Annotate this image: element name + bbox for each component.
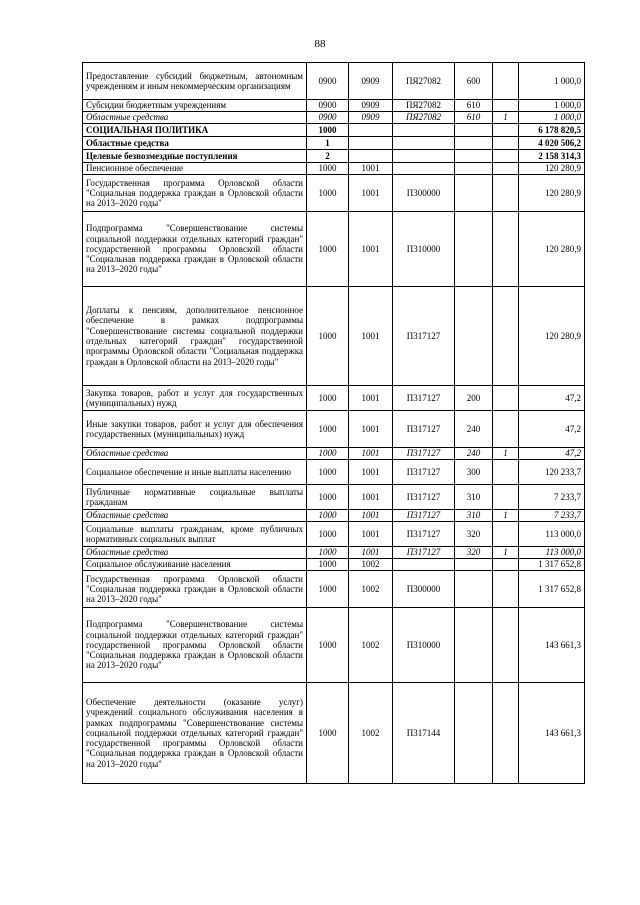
subsection-code: 1001 (349, 287, 393, 386)
subsection-code: 1001 (349, 547, 393, 559)
amount-value: 120 280,9 (519, 287, 585, 386)
expense-type-code: 320 (455, 522, 493, 547)
table-row (83, 547, 585, 559)
expense-type-code: 200 (455, 386, 493, 411)
amount-value: 120 233,7 (519, 460, 585, 485)
section-code: 0900 (307, 63, 349, 100)
item-name: Социальные выплаты гражданам, кроме публичных нормативных социальных выплат (83, 522, 307, 547)
target-article-code (393, 124, 455, 137)
expense-type-code: 300 (455, 460, 493, 485)
expense-type-code (455, 163, 493, 175)
page-number: 88 (314, 38, 326, 50)
table-row (83, 124, 585, 137)
amount-value: 1 000,0 (519, 63, 585, 100)
expense-type-code: 310 (455, 510, 493, 522)
subsection-code: 1002 (349, 559, 393, 571)
target-article-code: П317127 (393, 522, 455, 547)
funding-source-code (493, 683, 519, 784)
item-name: Подпрограмма "Совершенствование системы социальной поддержки отдельных категорий граждан" государственной программы Орловской области "Социальная поддержка граждан в Орловской области на 2013–2020 годы" (83, 212, 307, 287)
funding-source-code (493, 212, 519, 287)
item-name: Предоставление субсидий бюджетным, автономным учреждениям и иным некоммерческим организациям (83, 63, 307, 100)
section-code: 1000 (307, 287, 349, 386)
item-name: Закупка товаров, работ и услуг для государственных (муниципальных) нужд (83, 386, 307, 411)
table-row (83, 510, 585, 522)
table-row (83, 411, 585, 448)
subsection-code (349, 150, 393, 163)
expense-type-code: 320 (455, 547, 493, 559)
funding-source-code (493, 124, 519, 137)
amount-value: 47,2 (519, 386, 585, 411)
item-name: Обеспечение деятельности (оказание услуг) учреждений социального обслуживания населения в рамках подпрограммы "Совершенствование системы социальной поддержки отдельных категорий граждан" государственной программы Орловской области "Социальная поддержка граждан в Орловской области на 2013–2020 годы" (83, 683, 307, 784)
amount-value: 7 233,7 (519, 510, 585, 522)
target-article-code: ПЯ27082 (393, 100, 455, 112)
funding-source-code (493, 150, 519, 163)
item-name: Областные средства (83, 112, 307, 124)
item-name: Областные средства (83, 547, 307, 559)
subsection-code (349, 124, 393, 137)
section-code: 1000 (307, 411, 349, 448)
section-code: 1000 (307, 460, 349, 485)
subsection-code: 0909 (349, 63, 393, 100)
expense-type-code: 310 (455, 485, 493, 510)
item-name: Пенсионное обеспечение (83, 163, 307, 175)
expense-type-code: 610 (455, 100, 493, 112)
subsection-code: 1001 (349, 460, 393, 485)
subsection-code: 1002 (349, 571, 393, 608)
amount-value: 1 000,0 (519, 112, 585, 124)
subsection-code: 1001 (349, 510, 393, 522)
table-row (83, 63, 585, 100)
section-code: 1000 (307, 485, 349, 510)
funding-source-code (493, 485, 519, 510)
amount-value: 47,2 (519, 411, 585, 448)
target-article-code: П317127 (393, 460, 455, 485)
section-code: 1000 (307, 163, 349, 175)
target-article-code: П317127 (393, 448, 455, 460)
funding-source-code: 1 (493, 448, 519, 460)
expense-type-code: 240 (455, 448, 493, 460)
amount-value: 7 233,7 (519, 485, 585, 510)
expense-type-code (455, 175, 493, 212)
funding-source-code (493, 175, 519, 212)
target-article-code: ПЯ27082 (393, 112, 455, 124)
table-row (83, 100, 585, 112)
item-name: Государственная программа Орловской области "Социальная поддержка граждан в Орловской области на 2013–2020 годы" (83, 175, 307, 212)
funding-source-code (493, 460, 519, 485)
table-row (83, 163, 585, 175)
funding-source-code (493, 522, 519, 547)
subsection-code: 1001 (349, 163, 393, 175)
funding-source-code: 1 (493, 547, 519, 559)
target-article-code: П317127 (393, 287, 455, 386)
expense-type-code (455, 150, 493, 163)
table-row (83, 522, 585, 547)
target-article-code: П317127 (393, 386, 455, 411)
table-row (83, 287, 585, 386)
funding-source-code: 1 (493, 510, 519, 522)
table-row (83, 150, 585, 163)
target-article-code: ПЯ27082 (393, 63, 455, 100)
subsection-code (349, 137, 393, 150)
item-name: Государственная программа Орловской области "Социальная поддержка граждан в Орловской области на 2013–2020 годы" (83, 571, 307, 608)
section-code: 1000 (307, 608, 349, 683)
table-row (83, 112, 585, 124)
item-name: Социальное обеспечение и иные выплаты населению (83, 460, 307, 485)
amount-value: 1 317 652,8 (519, 559, 585, 571)
target-article-code: П317127 (393, 485, 455, 510)
section-code: 0900 (307, 100, 349, 112)
funding-source-code (493, 386, 519, 411)
expense-type-code (455, 683, 493, 784)
item-name: Подпрограмма "Совершенствование системы социальной поддержки отдельных категорий граждан" государственной программы Орловской области "Социальная поддержка граждан в Орловской области на 2013–2020 годы" (83, 608, 307, 683)
item-name: Областные средства (83, 448, 307, 460)
amount-value: 113 000,0 (519, 522, 585, 547)
section-code: 2 (307, 150, 349, 163)
section-code: 1000 (307, 212, 349, 287)
table-row (83, 386, 585, 411)
section-code: 1000 (307, 547, 349, 559)
target-article-code: П317127 (393, 411, 455, 448)
funding-source-code (493, 559, 519, 571)
amount-value: 143 661,3 (519, 608, 585, 683)
subsection-code: 1001 (349, 448, 393, 460)
item-name: Целевые безвозмездные поступления (83, 150, 307, 163)
section-code: 1000 (307, 175, 349, 212)
item-name: Областные средства (83, 137, 307, 150)
funding-source-code (493, 287, 519, 386)
target-article-code (393, 137, 455, 150)
table-row (83, 485, 585, 510)
amount-value: 120 280,9 (519, 212, 585, 287)
funding-source-code (493, 571, 519, 608)
amount-value: 4 020 506,2 (519, 137, 585, 150)
funding-source-code (493, 411, 519, 448)
table-row (83, 559, 585, 571)
section-code: 1000 (307, 386, 349, 411)
subsection-code: 1001 (349, 212, 393, 287)
section-code: 1000 (307, 559, 349, 571)
amount-value: 120 280,9 (519, 163, 585, 175)
amount-value: 143 661,3 (519, 683, 585, 784)
item-name: Субсидии бюджетным учреждениям (83, 100, 307, 112)
item-name: Публичные нормативные социальные выплаты гражданам (83, 485, 307, 510)
funding-source-code (493, 63, 519, 100)
budget-table (82, 62, 585, 784)
section-code: 1000 (307, 124, 349, 137)
target-article-code (393, 559, 455, 571)
item-name: Областные средства (83, 510, 307, 522)
expense-type-code (455, 287, 493, 386)
expense-type-code (455, 124, 493, 137)
section-code: 1000 (307, 683, 349, 784)
funding-source-code (493, 137, 519, 150)
expense-type-code: 610 (455, 112, 493, 124)
target-article-code: П317127 (393, 510, 455, 522)
section-code: 1 (307, 137, 349, 150)
target-article-code: П317144 (393, 683, 455, 784)
funding-source-code (493, 163, 519, 175)
amount-value: 120 280,9 (519, 175, 585, 212)
item-name: Доплаты к пенсиям, дополнительное пенсионное обеспечение в рамках подпрограммы "Совершенствование системы социальной поддержки отдельных категорий граждан" государственной программы Орловской области "Социальная поддержка граждан в Орловской области на 2013–2020 годы" (83, 287, 307, 386)
funding-source-code: 1 (493, 112, 519, 124)
amount-value: 1 317 652,8 (519, 571, 585, 608)
table-row (83, 571, 585, 608)
item-name: Иные закупки товаров, работ и услуг для обеспечения государственных (муниципальных) нужд (83, 411, 307, 448)
section-code: 0900 (307, 112, 349, 124)
subsection-code: 1001 (349, 411, 393, 448)
section-code: 1000 (307, 448, 349, 460)
subsection-code: 0909 (349, 112, 393, 124)
section-code: 1000 (307, 522, 349, 547)
subsection-code: 1001 (349, 386, 393, 411)
expense-type-code: 600 (455, 63, 493, 100)
section-code: 1000 (307, 571, 349, 608)
amount-value: 113 000,0 (519, 547, 585, 559)
target-article-code: П317127 (393, 547, 455, 559)
table-row (83, 460, 585, 485)
target-article-code: П300000 (393, 175, 455, 212)
expense-type-code: 240 (455, 411, 493, 448)
item-name: Социальное обслуживание населения (83, 559, 307, 571)
item-name: СОЦИАЛЬНАЯ ПОЛИТИКА (83, 124, 307, 137)
amount-value: 1 000,0 (519, 100, 585, 112)
table-row (83, 608, 585, 683)
table-row (83, 212, 585, 287)
target-article-code (393, 163, 455, 175)
table-row (83, 683, 585, 784)
target-article-code (393, 150, 455, 163)
expense-type-code (455, 571, 493, 608)
table-row (83, 137, 585, 150)
table-row (83, 448, 585, 460)
budget-table-body (83, 63, 585, 784)
subsection-code: 1001 (349, 522, 393, 547)
target-article-code: П310000 (393, 608, 455, 683)
expense-type-code (455, 559, 493, 571)
subsection-code: 1001 (349, 175, 393, 212)
funding-source-code (493, 100, 519, 112)
table-row (83, 175, 585, 212)
subsection-code: 1002 (349, 683, 393, 784)
expense-type-code (455, 212, 493, 287)
target-article-code: П310000 (393, 212, 455, 287)
subsection-code: 1002 (349, 608, 393, 683)
expense-type-code (455, 137, 493, 150)
amount-value: 2 158 314,3 (519, 150, 585, 163)
target-article-code: П300000 (393, 571, 455, 608)
subsection-code: 1001 (349, 485, 393, 510)
expense-type-code (455, 608, 493, 683)
section-code: 1000 (307, 510, 349, 522)
amount-value: 47,2 (519, 448, 585, 460)
amount-value: 6 178 820,5 (519, 124, 585, 137)
funding-source-code (493, 608, 519, 683)
subsection-code: 0909 (349, 100, 393, 112)
